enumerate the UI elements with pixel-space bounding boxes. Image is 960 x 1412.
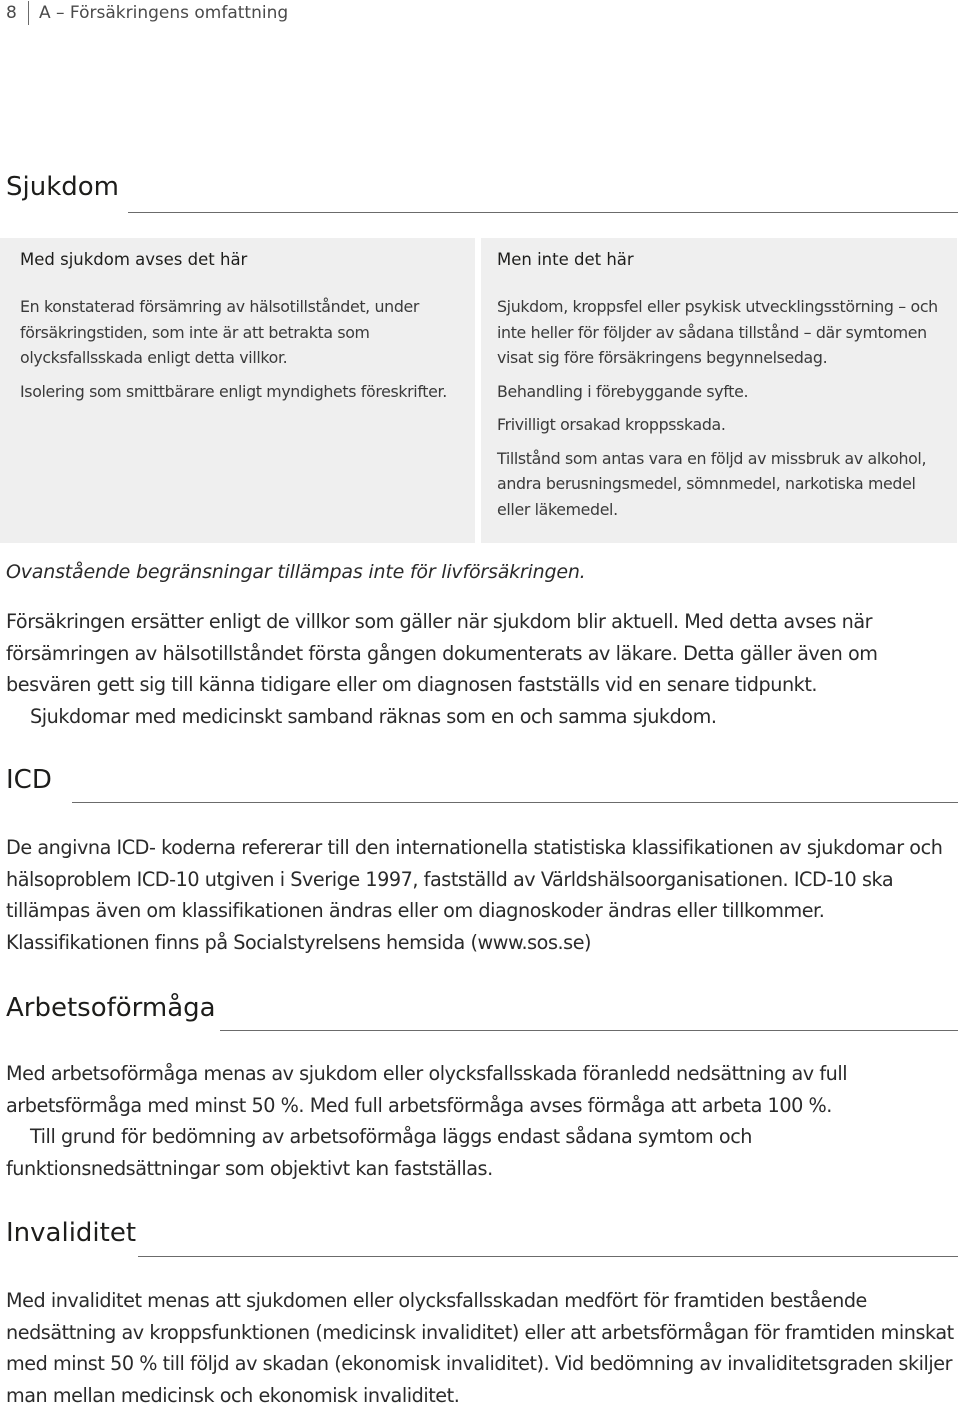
sjukdom-paragraph (6, 606, 954, 733)
arbetsoformaga-paragraph (6, 1058, 954, 1185)
chapter-title: A – Försäkringens omfattning (39, 3, 289, 23)
covered-heading: Med sjukdom avses det här (20, 250, 248, 269)
arbetsoformaga-paragraph-text: Med arbetsoförmåga menas av sjukdom eller olycksfallsskada föranledd nedsättning av full arbetsförmåga med minst 50 %. Med full arbetsförmåga avses förmåga att arbeta 100 %. (6, 1062, 848, 1117)
excluded-heading: Men inte det här (497, 250, 634, 269)
excluded-panel (481, 238, 957, 543)
covered-item: En konstaterad försämring av hälsotillståndet, under försäkringstiden, som inte är att betrakta som olycksfallsskada enligt detta villkor. (20, 297, 420, 367)
sjukdom-paragraph-text: Försäkringen ersätter enligt de villkor som gäller när sjukdom blir aktuell. Med detta avses när försämringen av hälsotillståndet första gången dokumenterats av läkare. Detta gäller även om besvären gett sig till känna tidigare eller om diagnosen fastställs vid en senare tidpunkt. (6, 610, 878, 697)
excluded-item: Sjukdom, kroppsfel eller psykisk utvecklingsstörning – och inte heller för följder av sådana tillstånd – där symtomen visat sig före försäkringens begynnelsedag. (497, 297, 938, 367)
section-title-icd: ICD (6, 765, 52, 795)
excluded-item: Frivilligt orsakad kroppsskada. (497, 415, 726, 434)
invaliditet-paragraph: Med invaliditet menas att sjukdomen eller olycksfallsskadan medfört för framtiden bestående nedsättning av kroppsfunktionen (medicinsk invaliditet) eller att arbetsförmågan för framtiden minskat med minst 50 % till följd av skadan (ekonomisk invaliditet). Vid bedömning av invaliditetsgraden skiljer man mellan medicinsk och ekonomisk invaliditet. (6, 1289, 954, 1408)
section-title-invaliditet: Invaliditet (6, 1218, 137, 1248)
sjukdom-paragraph-2: Sjukdomar med medicinskt samband räknas som en och samma sjukdom. (30, 705, 717, 729)
page-header (0, 0, 288, 26)
icd-paragraph: De angivna ICD- koderna refererar till den internationella statistiska klassifikationen av sjukdomar och hälsoproblem ICD-10 utgiven i Sverige 1997, fastställd av Världshälsoorganisationen. ICD-10 ska tillämpas även om klassifikationen ändras eller om diagnoskoder ändras eller tillkommer. Klassifikationen finns på Socialstyrelsens hemsida (www.sos.se) (6, 836, 943, 955)
header-divider (28, 1, 29, 25)
arbetsoformaga-paragraph-2: Till grund för bedömning av arbetsoförmåga läggs endast sådana symtom och funktionsnedsättningar som objektivt kan fastställas. (6, 1125, 753, 1181)
life-insurance-note: Ovanstående begränsningar tillämpas inte för livförsäkringen. (6, 561, 586, 583)
covered-item: Isolering som smittbärare enligt myndighets föreskrifter. (20, 381, 447, 401)
page-number: 8 (6, 3, 17, 23)
section-rule-icd (72, 802, 958, 803)
section-rule-invaliditet (138, 1256, 958, 1257)
section-title-sjukdom: Sjukdom (6, 172, 120, 202)
excluded-item: Tillstånd som antas vara en följd av missbruk av alkohol, andra berusningsmedel, sömnmedel, narkotiska medel eller läkemedel. (497, 448, 927, 519)
section-rule-sjukdom (128, 212, 958, 213)
section-title-arbetsoformaga: Arbetsoförmåga (6, 993, 216, 1023)
excluded-item: Behandling i förebyggande syfte. (497, 381, 749, 401)
section-rule-arbetsoformaga (220, 1030, 958, 1031)
covered-panel (0, 238, 475, 543)
